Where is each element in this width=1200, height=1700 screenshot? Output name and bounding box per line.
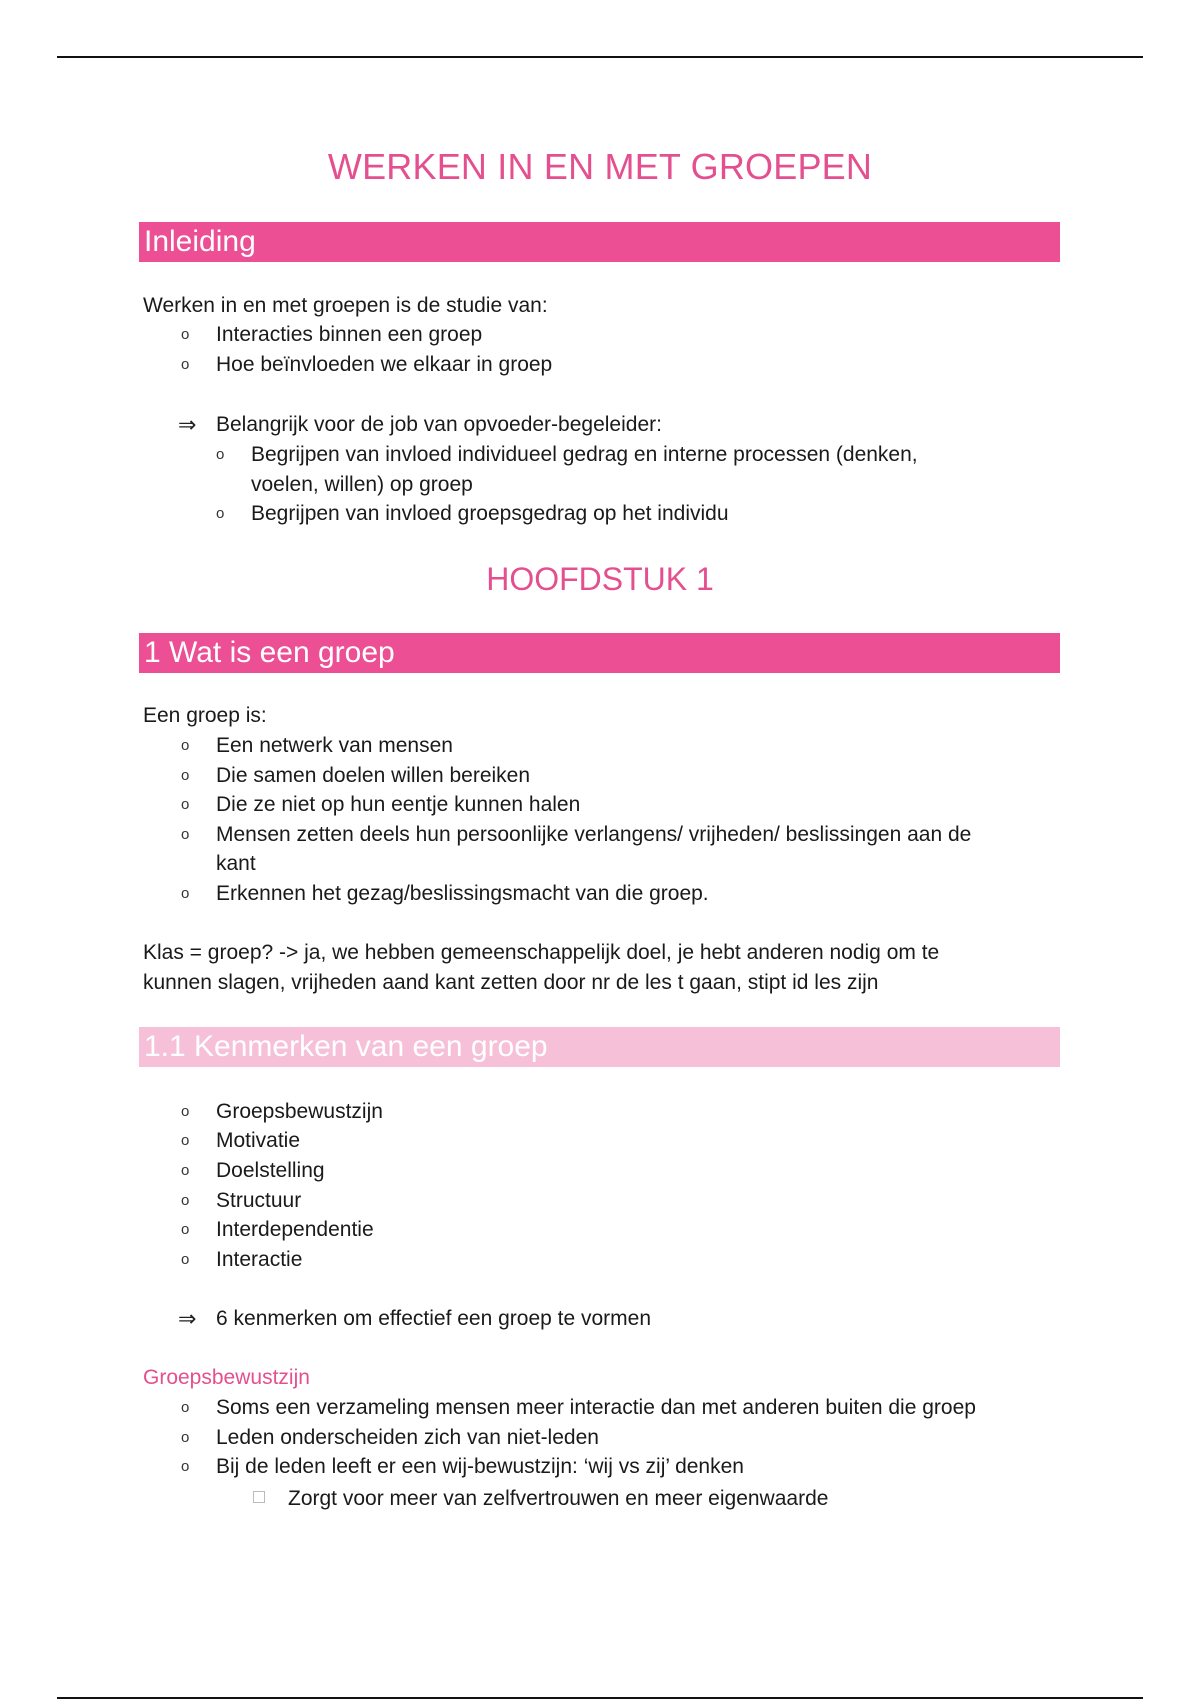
list-item: Mensen zetten deels hun persoonlijke verlangens/ vrijheden/ beslissingen aan de bbox=[216, 823, 972, 846]
section1-lead: Een groep is: bbox=[143, 704, 267, 727]
arrow-item: 6 kenmerken om effectief een groep te vormen bbox=[216, 1307, 652, 1330]
bullet-icon: o bbox=[181, 885, 190, 902]
list-item: Erkennen het gezag/beslissingsmacht van die groep. bbox=[216, 882, 709, 905]
bullet-icon: o bbox=[181, 1162, 190, 1179]
bullet-icon: o bbox=[181, 356, 190, 373]
list-item: Leden onderscheiden zich van niet-leden bbox=[216, 1426, 599, 1449]
list-item: Begrijpen van invloed individueel gedrag en interne processen (denken, bbox=[251, 443, 918, 466]
checkbox-square-icon bbox=[253, 1491, 265, 1503]
section-heading-wat-is-een-groep: 1 Wat is een groep bbox=[139, 633, 1060, 673]
section-heading-inleiding: Inleiding bbox=[139, 222, 1060, 262]
bullet-icon: o bbox=[181, 796, 190, 813]
list-item: Doelstelling bbox=[216, 1159, 325, 1182]
bullet-icon: o bbox=[216, 446, 225, 463]
bullet-icon: o bbox=[181, 1192, 190, 1209]
bullet-icon: o bbox=[181, 1132, 190, 1149]
list-item: Die samen doelen willen bereiken bbox=[216, 764, 531, 787]
bullet-icon: o bbox=[181, 1251, 190, 1268]
list-item: Structuur bbox=[216, 1189, 302, 1212]
bottom-rule bbox=[57, 1697, 1143, 1699]
top-rule bbox=[57, 56, 1143, 58]
bullet-icon: o bbox=[181, 1429, 190, 1446]
arrow-item: Belangrijk voor de job van opvoeder-begeleider: bbox=[216, 413, 662, 436]
list-item: Interdependentie bbox=[216, 1218, 374, 1241]
arrow-icon: ⇒ bbox=[178, 1306, 197, 1331]
bullet-icon: o bbox=[216, 505, 225, 522]
bullet-icon: o bbox=[181, 826, 190, 843]
bullet-icon: o bbox=[181, 1458, 190, 1475]
paragraph-line: kunnen slagen, vrijheden aand kant zetten door nr de les t gaan, stipt id les zijn bbox=[143, 971, 879, 994]
bullet-icon: o bbox=[181, 1399, 190, 1416]
document-title: WERKEN IN EN MET GROEPEN bbox=[327, 146, 873, 187]
subheading-groepsbewustzijn: Groepsbewustzijn bbox=[143, 1366, 310, 1389]
list-item: Hoe beïnvloeden we elkaar in groep bbox=[216, 353, 553, 376]
list-item: Bij de leden leeft er een wij-bewustzijn: ‘wij vs zij’ denken bbox=[216, 1455, 744, 1478]
bullet-icon: o bbox=[181, 767, 190, 784]
list-item: Motivatie bbox=[216, 1129, 301, 1152]
bullet-icon: o bbox=[181, 1103, 190, 1120]
bullet-icon: o bbox=[181, 1221, 190, 1238]
intro-lead: Werken in en met groepen is de studie van: bbox=[143, 294, 548, 317]
list-item: Die ze niet op hun eentje kunnen halen bbox=[216, 793, 581, 816]
list-item: Groepsbewustzijn bbox=[216, 1100, 383, 1123]
list-item-continuation: voelen, willen) op groep bbox=[251, 473, 473, 496]
bullet-icon: o bbox=[181, 326, 190, 343]
list-item: Een netwerk van mensen bbox=[216, 734, 453, 757]
list-item-continuation: kant bbox=[216, 852, 256, 875]
paragraph-line: Klas = groep? -> ja, we hebben gemeenschappelijk doel, je hebt anderen nodig om te bbox=[143, 941, 940, 964]
section-heading-kenmerken: 1.1 Kenmerken van een groep bbox=[139, 1027, 1060, 1067]
list-item: Begrijpen van invloed groepsgedrag op het individu bbox=[251, 502, 729, 525]
arrow-icon: ⇒ bbox=[178, 412, 197, 437]
list-item: Interactie bbox=[216, 1248, 303, 1271]
bullet-icon: o bbox=[181, 737, 190, 754]
list-item: Soms een verzameling mensen meer interactie dan met anderen buiten die groep bbox=[216, 1396, 976, 1419]
list-item: Zorgt voor meer van zelfvertrouwen en meer eigenwaarde bbox=[288, 1487, 829, 1510]
list-item: Interacties binnen een groep bbox=[216, 323, 483, 346]
chapter-title: HOOFDSTUK 1 bbox=[486, 561, 714, 597]
